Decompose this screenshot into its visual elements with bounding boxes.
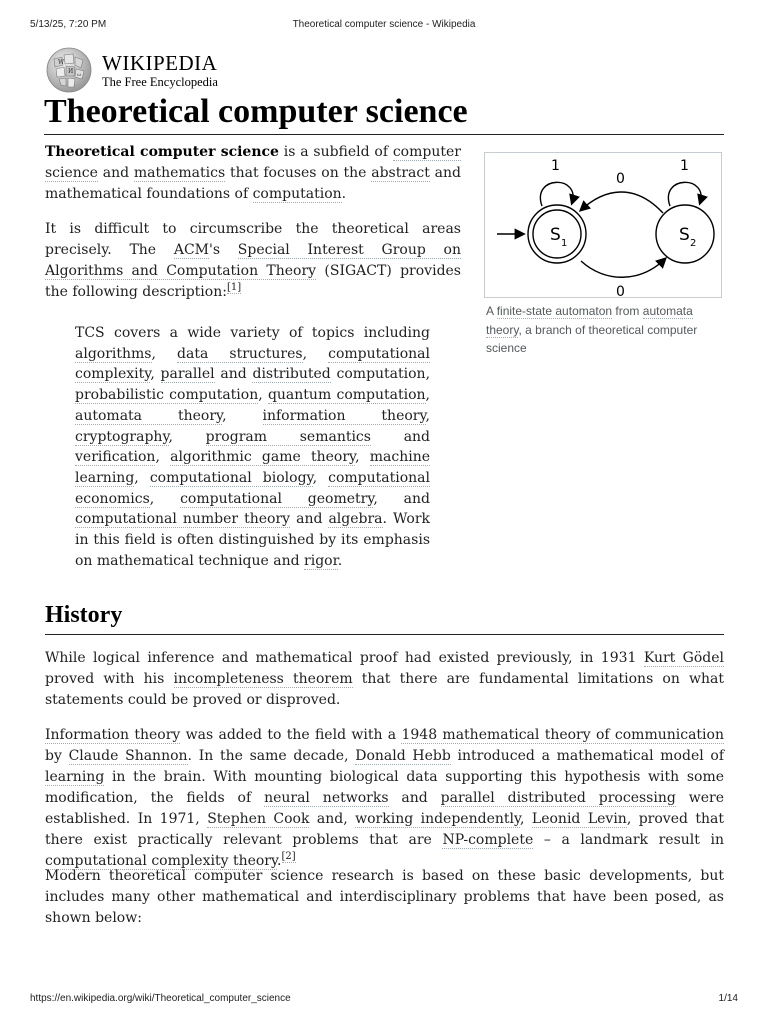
print-date: 5/13/25, 7:20 PM: [30, 19, 107, 30]
text: – a landmark result in: [533, 832, 724, 848]
text: and mathematical foundations of: [45, 165, 461, 202]
loop-s2: [668, 182, 701, 206]
text: from: [612, 304, 643, 318]
text: , proved that there exist practically relevant problems that are: [45, 811, 724, 848]
edge-s2-to-s1: [581, 192, 663, 213]
text: TCS covers a wide variety of topics including: [75, 325, 430, 341]
link-finite-state-automaton[interactable]: finite-state automaton: [496, 304, 613, 318]
link-cryptography[interactable]: cryptography: [75, 428, 169, 445]
link-computational-biology[interactable]: computational biology: [149, 469, 313, 486]
link-parallel[interactable]: parallel: [160, 366, 215, 383]
text: A: [486, 304, 497, 318]
text: . In the same decade,: [187, 748, 356, 764]
section-heading-history: History: [45, 598, 724, 635]
edge-s1-to-s2: [581, 259, 665, 277]
text: and: [97, 165, 134, 181]
link-probabilistic-computation[interactable]: probabilistic computation: [75, 387, 259, 404]
link-computational-complexity-theory[interactable]: computational complexity theory: [45, 853, 278, 869]
reference-2[interactable]: [2]: [281, 851, 296, 863]
text: in the brain. With mounting biological data supporting this hypothesis with some modification, the fields of: [45, 769, 724, 806]
text: and: [403, 428, 431, 445]
svg-text:W: W: [58, 59, 65, 66]
text: While logical inference and mathematical proof had existed previously, in 1931: [45, 650, 644, 666]
print-header: [30, 19, 738, 33]
edge-s2-s1-label: 0: [616, 171, 625, 187]
link-sigact[interactable]: Special Interest Group on Algorithms and Computation Theory: [45, 242, 461, 279]
edge-s1-s2-label: 0: [616, 284, 625, 297]
link-np-complete[interactable]: NP-complete: [442, 832, 534, 848]
link-algebra[interactable]: algebra: [328, 511, 383, 528]
text: by: [45, 748, 69, 764]
bold-term: Theoretical computer science: [45, 144, 279, 160]
text: and,: [309, 811, 356, 827]
intro-paragraph: [45, 142, 461, 205]
link-quantum-computation[interactable]: quantum computation: [267, 387, 426, 404]
link-automata-theory[interactable]: automata theory: [75, 407, 223, 424]
text: and: [388, 790, 441, 806]
text: (SIGACT) provides the following description:: [45, 263, 461, 300]
text: were established. In 1971,: [45, 790, 724, 827]
link-algorithmic-game-theory[interactable]: algorithmic game theory: [170, 449, 356, 466]
history-paragraph-2: [45, 725, 724, 872]
link-neural-networks[interactable]: neural networks: [264, 790, 389, 806]
loop-s1-label: 1: [551, 158, 560, 174]
link-1948-theory[interactable]: 1948 mathematical theory of communication: [401, 727, 724, 743]
automaton-figure: [484, 152, 722, 358]
print-url: https://en.wikipedia.org/wiki/Theoretical_computer_science: [30, 993, 291, 1004]
link-computational-geometry[interactable]: computational geometry: [180, 490, 374, 507]
print-footer: [30, 993, 738, 1007]
text: was added to the field with a: [180, 727, 402, 743]
state-s2-label: S: [679, 225, 690, 245]
state-s2-subscript: 2: [690, 238, 697, 249]
svg-text:И: И: [68, 68, 74, 75]
automaton-image[interactable]: [484, 152, 722, 298]
link-stephen-cook[interactable]: Stephen Cook: [207, 811, 310, 827]
text: that there are fundamental limitations on what statements could be proved or disproved.: [45, 671, 725, 708]
link-program-semantics[interactable]: program semantics: [205, 428, 371, 445]
finite-state-automaton-diagram: [485, 153, 721, 297]
link-computational-number-theory[interactable]: computational number theory: [75, 511, 291, 528]
link-leonid-levin[interactable]: Leonid Levin: [531, 811, 627, 827]
text: 's: [209, 242, 238, 258]
link-computer-science[interactable]: computer science: [45, 144, 461, 181]
print-page-number: 1/14: [718, 993, 738, 1004]
wikipedia-globe-icon: [44, 45, 94, 95]
text: . Work in this field is often distinguished by its emphasis on mathematical technique and: [75, 511, 431, 569]
wikipedia-wordmark: WIKIPEDIA: [102, 51, 218, 75]
link-learning[interactable]: learning: [45, 769, 105, 785]
text: and: [296, 511, 323, 528]
reference-1[interactable]: [1]: [226, 282, 242, 294]
svg-text:ω: ω: [77, 72, 82, 78]
wikipedia-logo[interactable]: [44, 45, 244, 95]
description-paragraph: [45, 219, 461, 303]
text: .: [337, 552, 343, 569]
link-rigor[interactable]: rigor: [304, 552, 338, 569]
sigact-quote: TCS covers a wide variety of topics including algorithms, data structures, computational complexity, parallel and distributed computation, probabilistic computation, quantum computation, automata theory, information theory, cryptography, program semantics and verification, algorithmic game theory, machine learning, computational biology, computational economics, computational geometry, and computational number theory and algebra. Work in this field is often distinguished by its emphasis on mathematical technique and rigor.: [75, 325, 431, 569]
link-computation[interactable]: computation: [252, 186, 342, 202]
link-machine-learning[interactable]: machine learning: [75, 449, 431, 486]
text: , a branch of theoretical computer science: [486, 322, 698, 355]
article-title: Theoretical computer science: [44, 92, 724, 135]
state-s1-subscript: 1: [561, 238, 568, 249]
link-incompleteness-theorem[interactable]: incompleteness theorem: [173, 671, 353, 687]
text: computation: [336, 366, 426, 383]
text: and: [403, 490, 430, 507]
link-information-theory-history[interactable]: Information theory: [45, 727, 181, 743]
link-donald-hebb[interactable]: Donald Hebb: [355, 748, 451, 764]
link-working-independently[interactable]: working independently: [355, 811, 521, 827]
text: introduced a mathematical model of: [450, 748, 725, 764]
link-acm[interactable]: ACM: [173, 242, 210, 258]
text: proved with his: [45, 671, 174, 687]
link-parallel-distributed-processing[interactable]: parallel distributed processing: [440, 790, 676, 806]
link-data-structures[interactable]: data structures: [177, 345, 303, 362]
link-distributed[interactable]: distributed: [252, 366, 331, 383]
figure-caption: [484, 302, 722, 358]
loop-s2-label: 1: [680, 158, 689, 174]
wikipedia-tagline: The Free Encyclopedia: [102, 75, 218, 89]
link-information-theory[interactable]: information theory: [262, 407, 426, 424]
link-computational-economics[interactable]: computational economics: [75, 469, 430, 507]
print-page-title: Theoretical computer science - Wikipedia: [292, 19, 476, 30]
link-automata-theory-caption[interactable]: automata theory: [486, 304, 693, 337]
loop-s1: [540, 182, 573, 206]
text: .: [341, 186, 347, 202]
text: .: [277, 853, 282, 869]
link-algorithms[interactable]: algorithms: [75, 345, 152, 362]
link-verification[interactable]: verification: [75, 449, 156, 466]
link-mathematics[interactable]: mathematics: [133, 165, 226, 181]
link-abstract[interactable]: abstract: [371, 165, 430, 181]
history-paragraph-1: [45, 648, 724, 711]
text: is a subfield of: [278, 144, 393, 160]
state-s1-label: S: [550, 225, 561, 245]
link-kurt-godel[interactable]: Kurt Gödel: [643, 650, 724, 666]
link-claude-shannon[interactable]: Claude Shannon: [68, 748, 188, 764]
history-paragraph-3: Modern theoretical computer science research is based on these basic developments, but includes many other mathematical and interdisciplinary problems that have been posed, as shown below:: [45, 868, 724, 926]
text: It is difficult to circumscribe the theoretical areas precisely. The: [45, 221, 461, 258]
text: and: [220, 366, 247, 383]
text: that focuses on the: [225, 165, 372, 181]
link-computational-complexity[interactable]: computational complexity: [75, 345, 431, 383]
text: ,: [520, 811, 532, 827]
